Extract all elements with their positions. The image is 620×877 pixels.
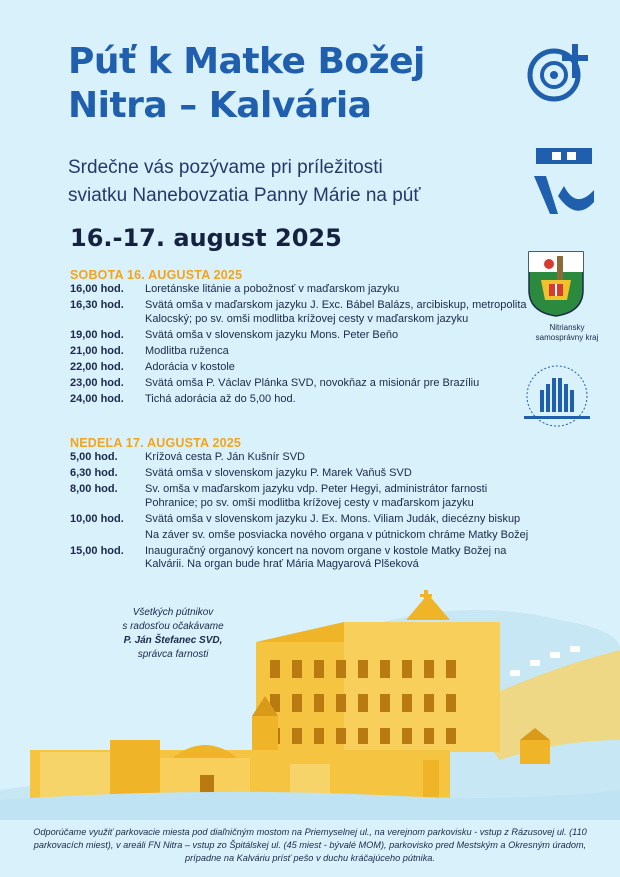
description: Svätá omša v slovenskom jazyku J. Ex. Mons. Viliam Judák, diecézny biskup [145, 512, 521, 525]
description: Inauguračný organový koncert na novom organe v kostole Matky Božej na Kalvárii. Na organ bude hrať Mária Magyarová Plšeková [145, 544, 507, 570]
description: Svätá omša v slovenskom jazyku P. Marek Vaňuš SVD [145, 467, 412, 479]
schedule-row [70, 467, 530, 481]
signatory-role: správca farnosti [137, 649, 209, 660]
parking-note: Odporúčame využiť parkovacie miesta pod diaľničným mostom na Priemyselnej ul., na verejnom parkovisku - vstup z Rázusovej ul. (110 parkovacích miest), v areáli FN Nitra – vstup zo Špitálskej ul. (45 miest - bývalé MOM), parkovisko pred Mestským a Okresným úradom, prípadne na Kalváriu prísť pešo v duchu kráčajúceho pútnika. [33, 827, 587, 863]
saturday-heading: SOBOTA 16. AUGUSTA 2025 [70, 268, 243, 282]
schedule-row [70, 361, 530, 375]
nitra-city-logo-icon [528, 146, 598, 218]
invite-line-1: Všetkých pútnikov [132, 607, 214, 618]
description: Modlitba ruženca [145, 344, 229, 357]
description: Svätá omša v maďarskom jazyku J. Exc. Bábel Balázs, arcibiskup, metropolita Kalocský; po sv. omši modlitba krížovej cesty v maďarskom jazyku [145, 299, 527, 325]
schedule-row [70, 299, 530, 326]
signatory-name: P. Ján Štefanec SVD, [123, 635, 223, 646]
description: Adorácia v kostole [145, 360, 235, 373]
saturday-schedule [70, 283, 530, 409]
time: 16,00 hod. [70, 283, 124, 295]
nitra-region-label: Nitriansky samosprávny kraj [535, 323, 599, 342]
time: 15,00 hod. [70, 544, 124, 557]
schedule-row [70, 545, 530, 572]
schedule-row [70, 513, 530, 527]
schedule-row [70, 483, 530, 510]
time: 24,00 hod. [70, 392, 124, 405]
description: Krížová cesta P. Ján Kušnír SVD [145, 451, 305, 463]
time: 10,00 hod. [70, 512, 124, 525]
time: 16,30 hod. [70, 299, 124, 311]
schedule-row [70, 283, 530, 297]
description: Na záver sv. omše posviacka nového organa v pútnickom chráme Matky Božej [145, 528, 529, 541]
time: 19,00 hod. [70, 328, 124, 341]
sunday-schedule [70, 451, 530, 574]
time: 8,00 hod. [70, 483, 118, 495]
title-line-1: Púť k Matke Božej [68, 41, 425, 82]
sunday-heading: NEDEĽA 17. AUGUSTA 2025 [70, 436, 242, 450]
description: Sv. omša v maďarskom jazyku vdp. Peter Hegyi, administrátor farnosti Pohranice; po sv. omši modlitba krížovej cesty v maďarskom jazyku [145, 483, 488, 509]
svd-globe-cross-icon [526, 42, 596, 104]
invitation-block [78, 606, 268, 662]
schedule-row [70, 529, 530, 543]
time: 23,00 hod. [70, 376, 124, 389]
schedule-row [70, 451, 530, 465]
event-date: 16.-17. august 2025 [70, 224, 342, 252]
description: Svätá omša P. Václav Plánka SVD, novokňaz a misionár pre Brazíliu [145, 376, 480, 389]
time: 21,00 hod. [70, 344, 124, 357]
schedule-row [70, 329, 530, 343]
invite-line-2: s radosťou očakávame [122, 621, 224, 632]
title-line-2: Nitra – Kalvária [68, 85, 372, 126]
schedule-row [70, 345, 530, 359]
description: Svätá omša v slovenskom jazyku Mons. Peter Beňo [145, 328, 399, 341]
time: 6,30 hod. [70, 467, 118, 479]
time [70, 529, 145, 543]
subtitle-line-1: Srdečne vás pozývame pri príležitosti [68, 157, 383, 178]
schedule-row [70, 377, 530, 391]
subtitle [68, 154, 488, 210]
description: Tichá adorácia až do 5,00 hod. [145, 392, 296, 405]
time: 5,00 hod. [70, 451, 118, 463]
nitra-region-coat-of-arms-icon [527, 250, 585, 318]
time: 22,00 hod. [70, 360, 124, 373]
page-title [68, 40, 488, 128]
schedule-row [70, 393, 530, 407]
subtitle-line-2: sviatku Nanebovzatia Panny Márie na púť [68, 185, 421, 206]
description: Loretánske litánie a pobožnosť v maďarskom jazyku [145, 283, 400, 295]
